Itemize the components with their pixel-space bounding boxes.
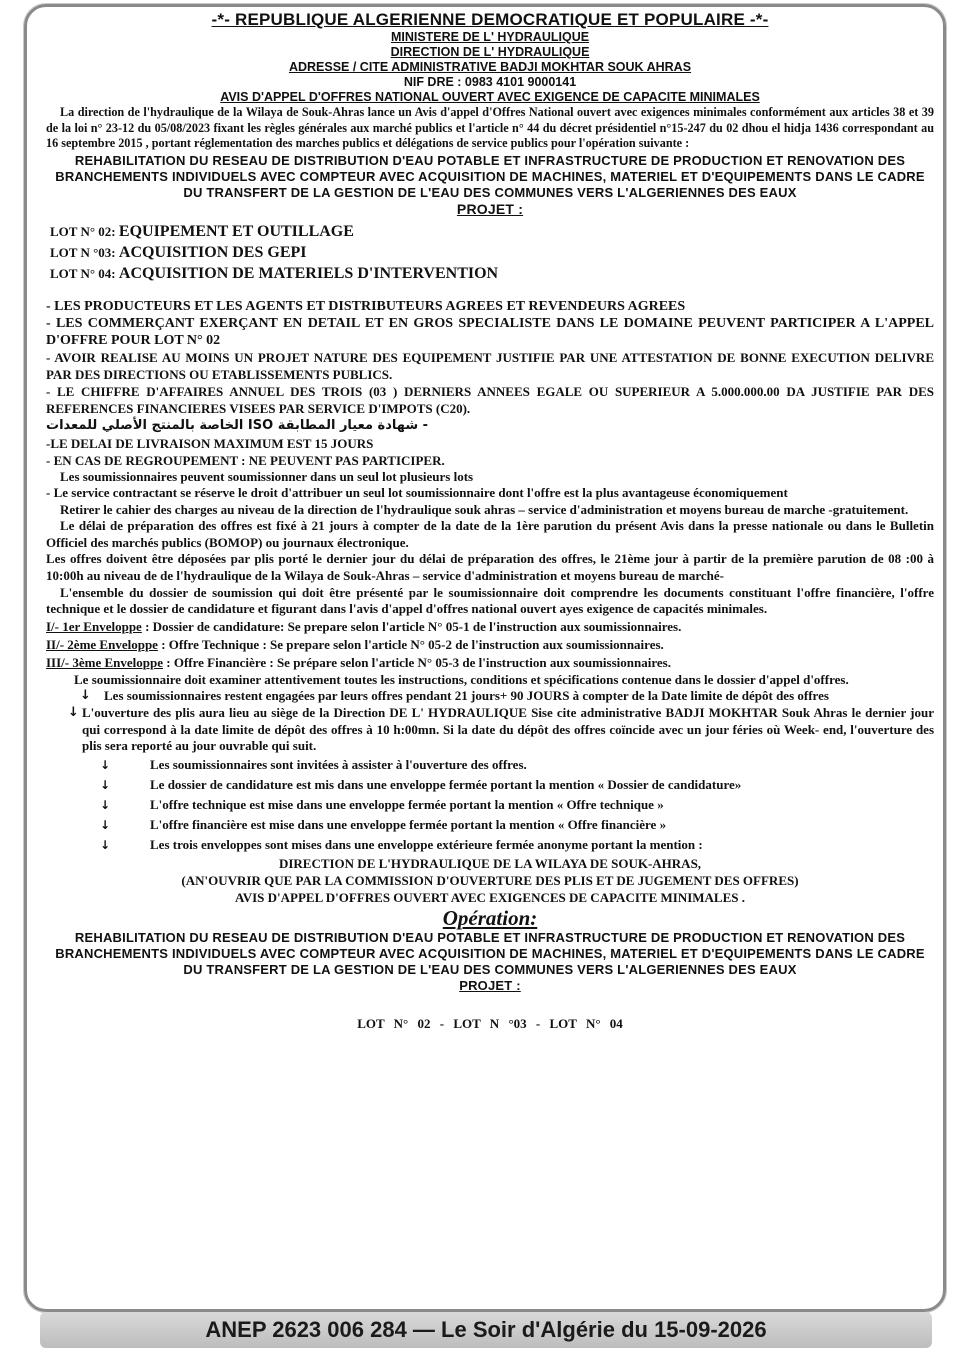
arrow-down-bullet-icon: ↓ — [100, 817, 111, 832]
arrow-down-bullet-icon: ↓ — [100, 837, 111, 852]
lot-item: LOT N° 04: ACQUISITION DE MATERIELS D'INTERVENTION — [50, 264, 499, 282]
footer-banner: ANEP 2623 006 284 — Le Soir d'Algérie du 15-09-2026 — [40, 1312, 932, 1348]
lot-item: LOT N °03: ACQUISITION DES GEPI — [50, 243, 307, 261]
nif-line: NIF DRE : 0983 4101 9000141 — [403, 75, 577, 89]
paragraph-service: - Le service contractant se réserve le droit d'attribuer un seul lot soumissionnaire dont l'offre est la plus avantageuse économiquement — [46, 485, 788, 501]
condition-delai-livraison: -LE DELAI DE LIVRAISON MAXIMUM EST 15 JOURS — [46, 435, 374, 451]
envelope-item: I/- 1er Enveloppe : Dossier de candidature: Se prepare selon l'article N° 05-1 de l'instruction aux soumissionnaires. — [46, 618, 682, 634]
bullet-ouverture: ↓ L'ouverture des plis aura lieu au siège de la Direction DE L' HYDRAULIQUE Sise cite administrative BADJI MOKHTAR Souk Ahras le dernier jour qui correspond à la date limite de dépôt des offres à 10 h:00mn. Si la date du dépôt des offres coïncide avec un jour féries où Week- end, l'ouverture des plis sera reporté au jour ouvrable qui suit. — [68, 705, 934, 754]
operation-text: REHABILITATION DU RESEAU DE DISTRIBUTION D'EAU POTABLE ET INFRASTRUCTURE DE PRODUCTION ET RENOVATION DES BRANCHEMENTS INDIVIDUELS AVEC COMPTEUR AVEC ACQUISITION DE MACHINES, MATERIEL ET D'EQUIPEMENTS DANS LE CADRE DU TRANSFERT DE LA GESTION DE L'EAU DES COMMUNES VERS L'ALGERIENNES DES EAUX — [55, 152, 925, 200]
mention-line: AVIS D'APPEL D'OFFRES OUVERT AVEC EXIGENCES DE CAPACITE MINIMALES . — [234, 889, 745, 905]
condition-regroupement: - EN CAS DE REGROUPEMENT : NE PEUVENT PAS PARTICIPER. — [46, 452, 445, 468]
arrow-down-bullet-icon: ↓ — [80, 688, 91, 704]
lots-list — [46, 221, 934, 284]
paragraph-delai: Le délai de préparation des offres est fixé à 21 jours à compter de la date de la 1ère parution du présent Avis dans la presse nationale ou dans le Bulletin Officiel des marchés publics (BOMOP) ou journaux électronique. — [46, 518, 934, 550]
condition-commercants: - LES COMMERÇANT EXERÇANT EN DETAIL ET EN GROS SPECIALISTE DANS LE DOMAINE PEUVENT PARTICIPER A L'APPEL D'OFFRE POUR LOT N° 02 — [46, 315, 934, 348]
envelopes-list — [46, 618, 934, 672]
projet-label: PROJET : — [456, 200, 524, 217]
list-item: ↓ Les soumissionnaires sont invitées à assister à l'ouverture des offres. — [46, 755, 934, 775]
mention-line: (AN'OUVRIR QUE PAR LA COMMISSION D'OUVERTURE DES PLIS ET DE JUGEMENT DES OFFRES) — [181, 872, 799, 888]
bullet-engagement: ↓ Les soumissionnaires restent engagées par leurs offres pendant 21 jours+ 90 JOURS à compter de la Date limite de dépôt des offres — [80, 688, 829, 704]
condition-iso-arabic: - شهادة معيار المطابقة ISO الخاصة بالمنتج الأصلي للمعدات — [46, 417, 429, 433]
envelope-item: III/- 3ème Enveloppe : Offre Financière : Se prépare selon l'article N° 05-3 de l'instruction aux soumissionnaires. — [46, 654, 671, 670]
tender-notice — [46, 10, 934, 1032]
intro-paragraph: La direction de l'hydraulique de la Wilaya de Souk-Ahras lance un Avis d'appel d'Offres National ouvert avec exigences minimales conformément aux articles 38 et 39 de la loi n° 23-12 du 05/08/2023 fixant les règles générales aux marché publics et l'article n° 44 du décret présidentiel n°15-247 du 02 dhou el hidja 1436 correspondant au 16 septembre 2015 , portant réglementation des marches publics et délégations de service publics pour l'opération suivante : — [46, 105, 934, 150]
bullets-list — [46, 755, 934, 855]
arrow-down-bullet-icon: ↓ — [100, 797, 111, 812]
lots-summary: LOT N° 02 - LOT N °03 - LOT N° 04 — [357, 1015, 623, 1031]
condition-chiffre-affaires: - LE CHIFFRE D'AFFAIRES ANNUEL DES TROIS (03 ) DERNIERS ANNEES EGALE OU SUPERIEUR A 5.000.000.00 DA JUSTIFIE PAR DES REFERENCES FINANCIERES VISEES PAR SERVICE D'IMPOTS (C20). — [46, 383, 934, 416]
arrow-down-bullet-icon: ↓ — [68, 705, 79, 721]
avis-title: AVIS D'APPEL D'OFFRES NATIONAL OUVERT AVEC EXIGENCE DE CAPACITE MINIMALES — [220, 90, 760, 104]
arrow-down-bullet-icon: ↓ — [100, 757, 111, 772]
envelope-item: II/- 2ème Enveloppe : Offre Technique : Se prepare selon l'article N° 05-2 de l'instruction aux soumissionnaires. — [46, 636, 664, 652]
mention-block — [46, 855, 934, 906]
conditions — [46, 298, 934, 469]
paragraph-examiner: Le soumissionnaire doit examiner attentivement toutes les instructions, conditions et spécifications contenue dans le dossier d'appel d'offres. — [74, 671, 849, 687]
list-item: ↓ Le dossier de candidature est mis dans une enveloppe fermée portant la mention « Dossier de candidature» — [46, 775, 934, 795]
paragraph-dossier: L'ensemble du dossier de soumission qui doit être présenté par le soumissionnaire doit comprendre les documents constituant l'offre financière, l'offre technique et le dossier de candidature et figurant dans l'avis d'appel d'offres national ouvert ayes exigence de capacités minimales. — [46, 584, 934, 617]
paragraph-cahier: Retirer le cahier des charges au niveau de la direction de l'hydraulique souk ahras – service d'administration et moyens bureau de marche -gratuitement. — [60, 501, 909, 517]
list-item: ↓ L'offre financière est mise dans une enveloppe fermée portant la mention « Offre financière » — [46, 815, 934, 835]
direction-line: DIRECTION DE L' HYDRAULIQUE — [390, 45, 590, 59]
condition-projet: - AVOIR REALISE AU MOINS UN PROJET NATURE DES EQUIPEMENT JUSTIFIE PAR UNE ATTESTATION DE BONNE EXECUTION DELIVRE PAR DES DIRECTIONS OU ETABLISSEMENTS PUBLICS. — [46, 349, 934, 382]
list-item: ↓ L'offre technique est mise dans une enveloppe fermée portant la mention « Offre technique » — [46, 795, 934, 815]
republique-header: -*- REPUBLIQUE ALGERIENNE DEMOCRATIQUE ET POPULAIRE -*- — [211, 10, 769, 29]
projet-label-repeat: PROJET : — [459, 977, 521, 993]
arrow-down-bullet-icon: ↓ — [100, 777, 111, 792]
condition-producteurs: - LES PRODUCTEURS ET LES AGENTS ET DISTRIBUTEURS AGREES ET REVENDEURS AGREES — [46, 298, 686, 314]
adresse-line: ADRESSE / CITE ADMINISTRATIVE BADJI MOKHTAR SOUK AHRAS — [288, 60, 692, 74]
operation-title: Opération: — [442, 905, 538, 930]
operation-text-repeat: REHABILITATION DU RESEAU DE DISTRIBUTION D'EAU POTABLE ET INFRASTRUCTURE DE PRODUCTION ET RENOVATION DES BRANCHEMENTS INDIVIDUELS AVEC COMPTEUR AVEC ACQUISITION DE MACHINES, MATERIEL ET D'EQUIPEMENTS DANS LE CADRE DU TRANSFERT DE LA GESTION DE L'EAU DES COMMUNES VERS L'ALGERIENNES DES EAUX — [55, 929, 925, 977]
ministere-line: MINISTERE DE L' HYDRAULIQUE — [390, 30, 590, 44]
mention-line: DIRECTION DE L'HYDRAULIQUE DE LA WILAYA DE SOUK-AHRAS, — [278, 855, 702, 871]
list-item: ↓ Les trois enveloppes sont mises dans une enveloppe extérieure fermée anonyme portant la mention : — [46, 835, 934, 855]
paragraph-depot: Les offres doivent être déposées par plis porté le dernier jour du délai de préparation des offres, le 21ème jour à partir de la première parution de 08 :00 à 10:00h au niveau de de l'hydraulique de la Wilaya de Souk-Ahras – service d'administration et moyens bureau de marché- — [46, 551, 934, 584]
paragraph-lots: Les soumissionnaires peuvent soumissionner dans un seul lot plusieurs lots — [60, 468, 474, 484]
lot-item: LOT N° 02: EQUIPEMENT ET OUTILLAGE — [50, 222, 354, 240]
